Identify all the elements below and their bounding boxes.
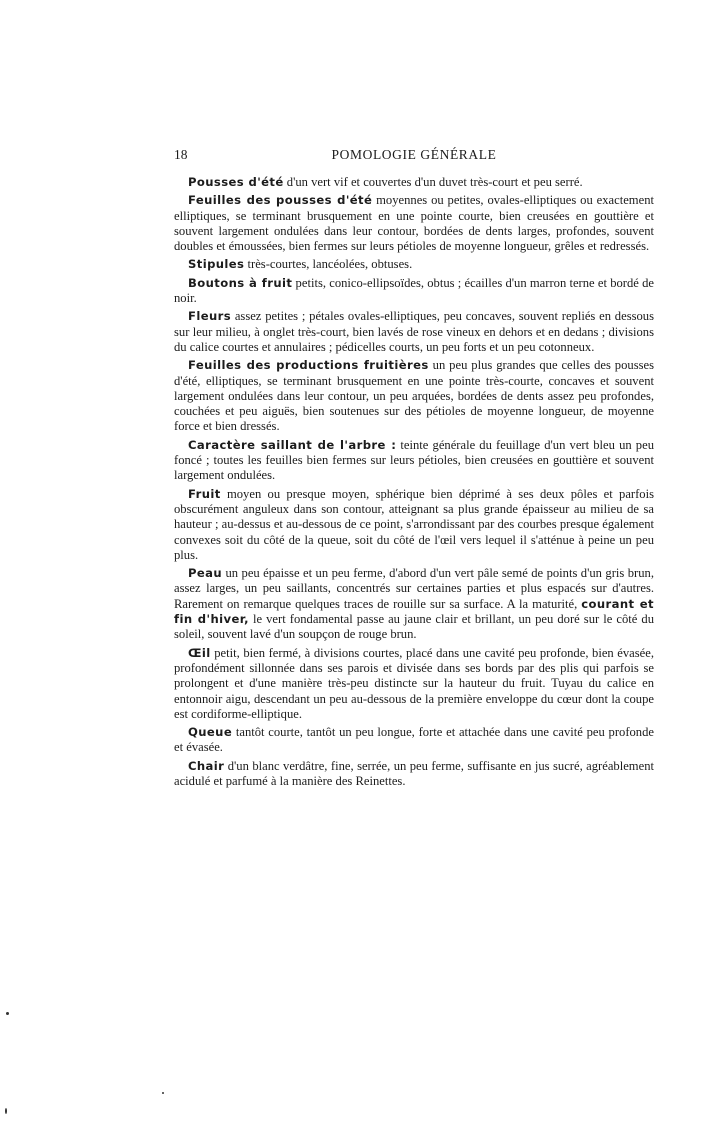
paragraph-text: un peu plus grandes que celles des pousses d'été, elliptiques, se terminant brusquement en une pointe très-courte, concaves et souvent largement ondulées dans leur contour, un peu arquées, bordées de dents assez peu profondes, couchées et peu aiguës, bien soutenues sur des pétioles de moyenne longueur, de moyenne force et bien dressés.	[174, 358, 654, 434]
paragraph-queue	[174, 725, 654, 756]
term-label: Feuilles des pousses d'été	[188, 193, 373, 208]
scan-speck	[6, 1012, 9, 1015]
paragraph-boutons	[174, 276, 654, 307]
paragraph-peau	[174, 566, 654, 642]
paragraph-feuilles-pousses	[174, 193, 654, 254]
paragraph-text: teinte générale du feuillage d'un vert bleu un peu foncé ; toutes les feuilles bien fermes sur leurs pétioles, bien creusées en gouttière et souvent largement ondulées.	[174, 437, 654, 483]
paragraph-text: d'un blanc verdâtre, fine, serrée, un peu ferme, suffisante en jus sucré, agréablement acidulé et parfumé à la manière des Reinettes.	[174, 758, 654, 788]
page-header	[174, 147, 654, 167]
paragraph-oeil	[174, 646, 654, 722]
paragraph-text: moyennes ou petites, ovales-elliptiques ou exactement elliptiques, se terminant brusquement en une pointe courte, bien creusées en gouttière et souvent largement ondulées dans leur contour, bordées de dents larges, profondes, souvent doubles et émoussées, bien fermes sur leurs pétioles de moyenne longueur, grêles et redressés.	[174, 193, 654, 254]
term-label: Peau	[188, 566, 223, 581]
paragraph-fleurs	[174, 309, 654, 355]
paragraph-text: moyen ou presque moyen, sphérique bien déprimé à ses deux pôles et parfois obscurément anguleux dans son contour, atteignant sa plus grande épaisseur au milieu de sa hauteur ; au-dessus et au-dessous de ce point, s'arrondissant par des courbes presque également convexes soit du côté de la queue, soit du côté de l'œil vers lequel il s'atténue à peine un peu plus.	[174, 486, 654, 562]
scan-speck	[162, 1092, 164, 1094]
paragraph-fruit	[174, 487, 654, 563]
running-title: POMOLOGIE GÉNÉRALE	[331, 147, 497, 162]
term-label: Pousses d'été	[188, 175, 284, 189]
term-label: Feuilles des productions fruitières	[188, 358, 429, 373]
paragraph-caractere	[174, 438, 654, 484]
scan-speck	[5, 1108, 7, 1114]
paragraph-text-continued: le vert fondamental passe au jaune clair et brillant, un peu doré sur le côté du soleil, souvent lavé d'un soupçon de rouge brun.	[174, 612, 655, 642]
paragraph-chair	[174, 759, 654, 790]
page-body	[174, 175, 654, 789]
paragraph-stipules	[174, 257, 654, 272]
paragraph-text: un peu épaisse et un peu ferme, d'abord d'un vert pâle semé de points d'un gris brun, assez larges, un peu saillants, concentrés sur certaines parties et plus espacés sur d'autres. Rarement on remarque quelques traces de rouille sur sa surface. A la maturité,	[174, 566, 654, 611]
term-label-season: courant et fin d'hiver,	[174, 596, 654, 627]
page-number: 18	[174, 147, 188, 162]
term-label: Queue	[188, 725, 233, 740]
term-label: Stipules	[188, 257, 245, 272]
term-label: Fleurs	[188, 309, 232, 324]
term-label: Boutons à fruit	[188, 275, 293, 290]
term-label: Œil	[188, 645, 211, 660]
paragraph-feuilles-productions	[174, 358, 654, 434]
paragraph-text: tantôt courte, tantôt un peu longue, forte et attachée dans une cavité peu profonde et évasée.	[174, 725, 654, 755]
paragraph-text: assez petites ; pétales ovales-elliptiques, peu concaves, souvent repliés en dessous sur leur milieu, à onglet très-court, bien lavés de rose vineux en dehors et en dedans ; divisions du calice courtes et annulaires ; pédicelles courts, un peu forts et un peu cotonneux.	[174, 309, 654, 354]
page	[174, 147, 654, 792]
term-label: Fruit	[188, 486, 221, 501]
paragraph-text: très-courtes, lancéolées, obtuses.	[244, 257, 413, 272]
paragraph-pousses	[174, 175, 654, 190]
paragraph-text: d'un vert vif et couvertes d'un duvet très-court et peu serré.	[283, 175, 583, 189]
term-label: Chair	[188, 758, 225, 773]
paragraph-text: petits, conico-ellipsoïdes, obtus ; écailles d'un marron terne et bordé de noir.	[174, 275, 654, 306]
paragraph-text: petit, bien fermé, à divisions courtes, placé dans une cavité peu profonde, bien évasée, profondément sillonnée dans ses parois et divisée dans ses bords par des plis qui parfois se prolongent et d'une manière très-peu distincte sur la hauteur du fruit. Tuyau du calice en entonnoir aigu, descendant un peu au-dessous de la première enveloppe du cœur dont la coupe est cordiforme-elliptique.	[174, 645, 654, 721]
term-label: Caractère saillant de l'arbre :	[188, 437, 397, 452]
